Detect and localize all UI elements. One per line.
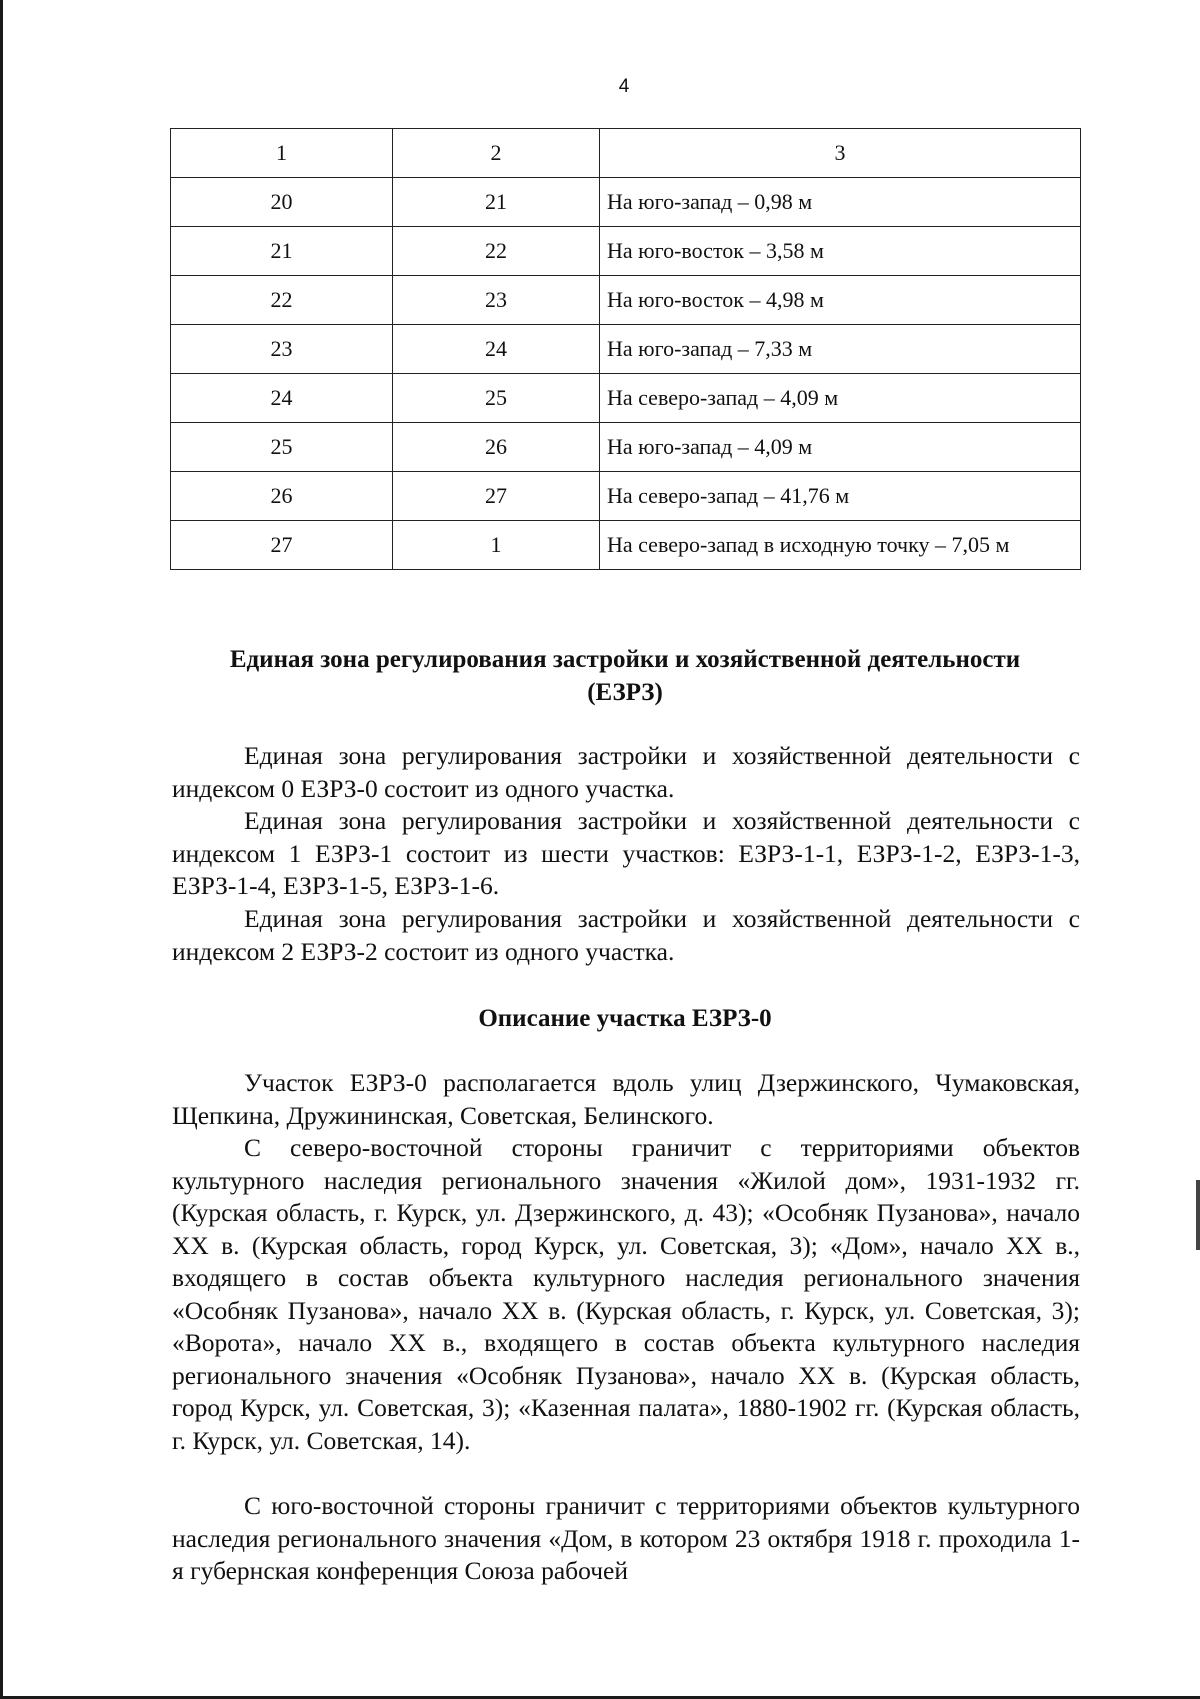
table-cell-from: 23 bbox=[171, 325, 393, 374]
table-row bbox=[171, 423, 1081, 472]
zone-paragraph: Единая зона регулирования застройки и хозяйственной деятельности с индексом 1 ЕЗРЗ-1 состоит из шести участков: ЕЗРЗ-1-1, ЕЗРЗ-1-2, ЕЗРЗ-1-3, ЕЗРЗ-1-4, ЕЗРЗ-1-5, ЕЗРЗ-1-6. bbox=[172, 806, 1080, 900]
table-cell-from: 27 bbox=[171, 521, 393, 570]
table-cell-to: 25 bbox=[393, 374, 600, 423]
table-row bbox=[171, 325, 1081, 374]
table-header-row bbox=[171, 129, 1081, 178]
table-cell-from: 22 bbox=[171, 276, 393, 325]
table-row bbox=[171, 227, 1081, 276]
table-cell-to: 24 bbox=[393, 325, 600, 374]
table-header-cell: 1 bbox=[171, 129, 393, 178]
section-paragraph: С северо-восточной стороны граничит с территориями объектов культурного наследия регионального значения «Жилой дом», 1931-1932 гг. (Курская область, г. Курск, ул. Дзержинского, д. 43); «Особняк Пузанова», начало XX в. (Курская область, город Курск, ул. Советская, 3); «Дом», начало XX в., входящего в состав объекта культурного наследия регионального значения «Особняк Пузанова», начало XX в. (Курская область, г. Курск, ул. Советская, 3); «Ворота», начало XX в., входящего в состав объекта культурного наследия регионального значения «Особняк Пузанова», начало XX в. (Курская область, город Курск, ул. Советская, 3); «Казенная палата», 1880-1902 гг. (Курская область, г. Курск, ул. Советская, 14). bbox=[172, 1133, 1080, 1455]
zone-paragraph: Единая зона регулирования застройки и хозяйственной деятельности с индексом 0 ЕЗРЗ-0 состоит из одного участка. bbox=[172, 741, 1080, 803]
table-cell-description: На юго-запад – 0,98 м bbox=[600, 178, 1081, 227]
table-cell-description: На юго-восток – 4,98 м bbox=[600, 276, 1081, 325]
section-heading: Описание участка ЕЗРЗ-0 bbox=[478, 1005, 772, 1032]
table-cell-description: На северо-запад – 4,09 м bbox=[600, 374, 1081, 423]
boundary-table bbox=[170, 128, 1081, 570]
table-cell-from: 26 bbox=[171, 472, 393, 521]
table-row bbox=[171, 374, 1081, 423]
table-cell-from: 24 bbox=[171, 374, 393, 423]
zone-heading bbox=[170, 643, 1080, 709]
table-cell-from: 25 bbox=[171, 423, 393, 472]
table-row bbox=[171, 472, 1081, 521]
table-cell-from: 21 bbox=[171, 227, 393, 276]
table-cell-to: 1 bbox=[393, 521, 600, 570]
table-cell-description: На юго-запад – 7,33 м bbox=[600, 325, 1081, 374]
table-row bbox=[171, 276, 1081, 325]
zone-paragraph: Единая зона регулирования застройки и хозяйственной деятельности с индексом 2 ЕЗРЗ-2 состоит из одного участка. bbox=[172, 904, 1080, 966]
section-paragraph: Участок ЕЗРЗ-0 располагается вдоль улиц Дзержинского, Чумаковская, Щепкина, Дружининская, Советская, Белинского. bbox=[172, 1068, 1080, 1130]
table-cell-description: На северо-запад в исходную точку – 7,05 м bbox=[600, 521, 1081, 570]
table-row bbox=[171, 178, 1081, 227]
table-cell-from: 20 bbox=[171, 178, 393, 227]
table-cell-to: 21 bbox=[393, 178, 600, 227]
table-cell-to: 27 bbox=[393, 472, 600, 521]
table-cell-description: На юго-восток – 3,58 м bbox=[600, 227, 1081, 276]
table-cell-to: 23 bbox=[393, 276, 600, 325]
table-cell-to: 26 bbox=[393, 423, 600, 472]
table-header-cell: 3 bbox=[600, 129, 1081, 178]
table-header-cell: 2 bbox=[393, 129, 600, 178]
zone-heading-line: (ЕЗРЗ) bbox=[587, 679, 663, 706]
scan-right-mark bbox=[1196, 1180, 1200, 1250]
section-paragraph: С юго-восточной стороны граничит с территориями объектов культурного наследия регионального значения «Дом, в котором 23 октября 1918 г. проходила 1-я губернская конференция Союза рабочей bbox=[172, 1491, 1080, 1585]
page-number: 4 bbox=[618, 76, 630, 97]
table-row bbox=[171, 521, 1081, 570]
zone-heading-line: Единая зона регулирования застройки и хозяйственной деятельности bbox=[229, 646, 1021, 673]
table-cell-to: 22 bbox=[393, 227, 600, 276]
table-cell-description: На юго-запад – 4,09 м bbox=[600, 423, 1081, 472]
table-cell-description: На северо-запад – 41,76 м bbox=[600, 472, 1081, 521]
scan-left-edge bbox=[0, 0, 3, 1699]
